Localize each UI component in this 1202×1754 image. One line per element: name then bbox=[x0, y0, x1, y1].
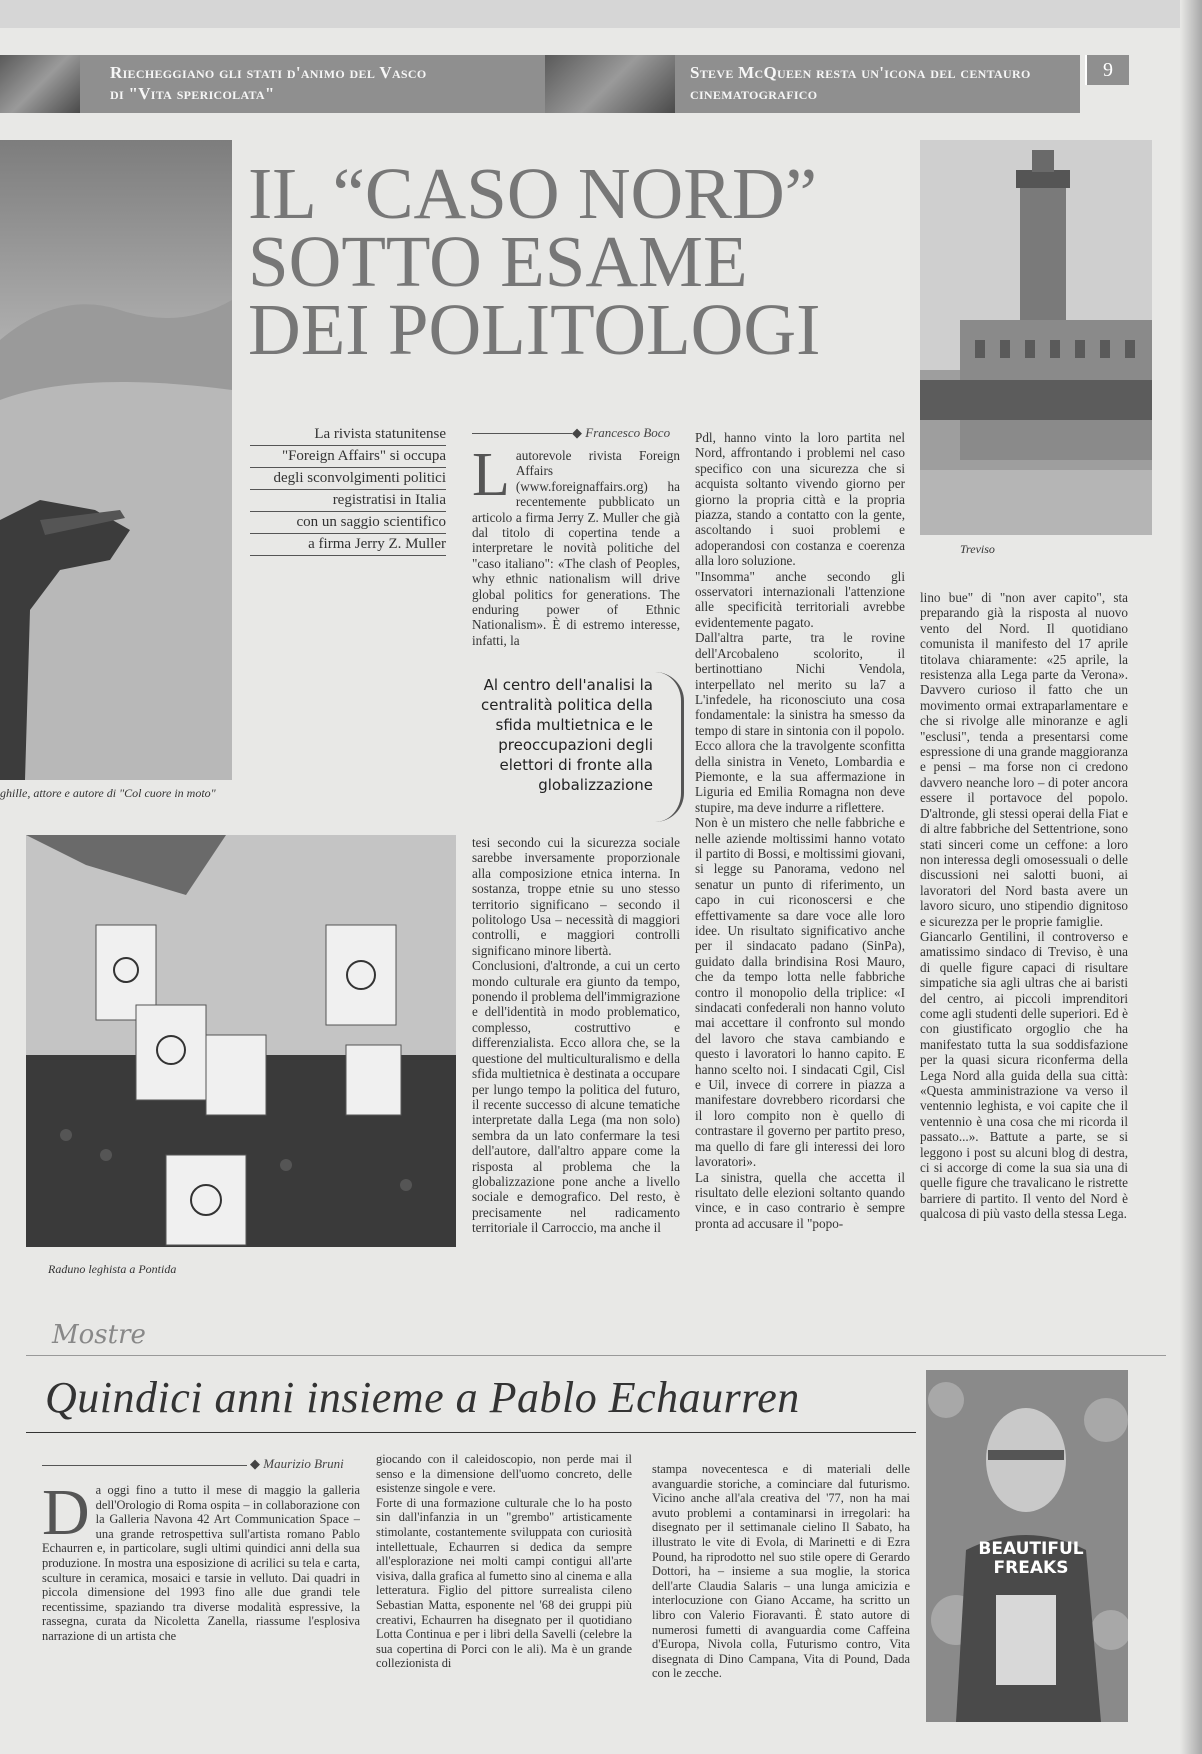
article-title bbox=[248, 153, 928, 370]
article-column-1-bottom: tesi secondo cui la sicurezza sociale sarebbe inversamente proporzionale alla composizione etnica interna. In sostanza, troppe etnie su uno stesso territorio significano – secondo il politologo Usa – necessità di maggiori controlli, e maggiori controlli significano minore libertà. Conclusioni, d'altronde, a cui un certo mondo culturale era giunto da tempo, ponendo il problema dell'immigrazione e dell'identità in modo problematico, complesso, costruttivo e differenzialista. Ecco allora che, se la questione del multiculturalismo e della sfida multietnica è destinata a occupare per lungo tempo la politica del futuro, il recente successo di alcune tematiche interpretate dalla Lega (ma non solo) sembra da un lato confermare la tesi dell'autore, dall'altro appare come la risposta al problema che la globalizzazione pone anche a livello sociale e demografico. Del resto, è precisamente nel radicamento territoriale il Carroccio, ma anche il bbox=[472, 835, 680, 1236]
drop-cap-2: D bbox=[42, 1483, 90, 1549]
article-column-2: Pdl, hanno vinto la loro partita nel Nord, affrontando i problemi nel caso specifico con una sicurezza che si acquista soltanto vivendo giorno per giorno la propria città e la propria piazza, stando a contatto con la gente, ascoltando i suoi problemi e adoperandosi con costanza e coerenza alla loro soluzione. "Insomma" anche secondo gli osservatori internazionali l'attenzione alle specificità territoriali avrebbe evidentemente pagato. Dall'altra parte, tra le rovine dell'Arcobaleno scolorito, il bertinottiano Nichi Vendola, interpellato nel merito su la7 a L'infedele, ha riconosciuto una cosa fondamentale: la sinistra ha smesso da tempo di stare in sintonia con il popolo. Ecco allora che la travolgente sconfitta della sinistra in Veneto, Lombardia e Piemonte, e la sua affermazione in Liguria ed Emilia Romagna non deve stupire, ma deve indurre a riflettere. Non è un mistero che nelle fabbriche e nelle aziende moltissimi hanno votato il partito di Bossi, e moltissimi giovani, si legge su Panorama, vedono nel senatur un punto di riferimento, un capo in cui riconoscersi e che effettivamente sa dare voce alle loro idee. Un risultato significativo anche per il sindacato padano (SinPa), guidato dalla brindisina Rosi Mauro, che da tempo lotta nelle fabbriche contro il monopolio della triplice: «I sindacati confederali non hanno voluto mai accettare il confronto sul mondo del lavoro che stava cambiando e questo i lavoratori lo hanno capito. E hanno scelto noi. I sindacati Cgil, Cisl e Uil, invece di correre in piazza a manifestare dovrebbero ricordarsi che il loro compito non è quello di contrastare il governo per partito preso, ma quello di fare gli interessi dei loro lavoratori». La sinistra, quella che accetta il risultato delle elezioni soltanto quando vince, e in caso contrario è sempre pronta ad accusare il "popo- bbox=[695, 430, 905, 1231]
pull-quote-bracket bbox=[655, 672, 684, 822]
title-underline bbox=[26, 1432, 916, 1433]
title-line: IL “CASO NORD” bbox=[248, 153, 818, 234]
section-divider bbox=[26, 1355, 1166, 1356]
article-byline: ◆ Francesco Boco bbox=[572, 425, 671, 440]
header-kicker-right-text: Steve McQueen resta un'icona del centauro cinematografico bbox=[690, 63, 1031, 103]
byline-rule-2 bbox=[42, 1465, 247, 1466]
header-kicker-left-text: Riecheggiano gli stati d'animo del Vasco di "Vita spericolata" bbox=[110, 63, 427, 103]
page-fold-shadow bbox=[1180, 0, 1202, 1754]
photo-rally bbox=[26, 835, 456, 1247]
summary-line: con un saggio scientifico bbox=[250, 512, 446, 534]
title-line: DEI POLITOLOGI bbox=[248, 289, 821, 370]
drop-cap: L bbox=[472, 448, 510, 509]
title-line: SOTTO ESAME bbox=[248, 221, 748, 302]
caption-rally: Raduno leghista a Pontida bbox=[48, 1262, 177, 1276]
section-kicker: Mostre bbox=[52, 1320, 146, 1350]
exhibit-column-3: stampa novecentesca e di materiali delle avanguardie storiche, a cominciare dal futurismo. Vicino anche all'ala creativa del '77, non ha mai avuto problemi a contaminarsi in irregolari: ha disegnato per il settimanale cielino Il Sabato, ha illustrato le vite di Evola, di Marinetti e di Ezra Pound, ha riprodotto nel suo stile opere di Gerardo Dottori, ha – insieme a sua moglie, la storica dell'arte Claudia Salaris – una lunga amicizia e interlocuzione con Giano Accame, ha scritto un libro con Valerio Fioravanti. È stato autore di numerosi fumetti di avanguardia come Caffeina d'Europa, Nivola colla, Futurismo contro, Vita disegnata di Dino Campana, Vita di Pound, Dada con le zecche. bbox=[652, 1462, 910, 1681]
caption-actor: ghille, attore e autore di "Col cuore in moto" bbox=[0, 786, 216, 800]
summary-line: registratisi in Italia bbox=[250, 490, 446, 512]
byline-author-2: Maurizio Bruni bbox=[263, 1456, 344, 1471]
page-number: 9 bbox=[1085, 55, 1129, 85]
header-kicker-right bbox=[690, 55, 1075, 113]
pull-quote: Al centro dell'analisi la centralità politica della sfida multietnica e le preoccupazioni degli elettori di fronte alla globalizzazione bbox=[481, 676, 653, 794]
photo-treviso bbox=[920, 140, 1152, 535]
byline-rule bbox=[472, 433, 572, 434]
photo-echaurren bbox=[926, 1370, 1128, 1722]
tshirt-print: BEAUTIFUL FREAKS bbox=[978, 1539, 1084, 1578]
exhibit-title: Quindici anni insieme a Pablo Echaurren bbox=[45, 1373, 800, 1422]
header-thumbnail-motorcycle bbox=[545, 55, 675, 113]
photo-actor bbox=[0, 140, 232, 780]
header-kicker-left bbox=[110, 55, 440, 113]
byline-author: Francesco Boco bbox=[585, 425, 671, 440]
article-column-1-top bbox=[472, 448, 680, 656]
caption-treviso: Treviso bbox=[960, 542, 995, 556]
exhibit-column-1 bbox=[42, 1483, 360, 1723]
summary-line: "Foreign Affairs" si occupa bbox=[250, 446, 446, 468]
column-text: a oggi fino a tutto il mese di maggio la galleria dell'Orologio di Roma ospita – in collaborazione con la Galleria Navona 42 Art Communication Space – una grande retrospettiva sull'artista romano Pablo Echaurren e, in particolare, sugli ultimi quindici anni della sua produzione. In mostra una esposizione di acrilici su tela e carta, sculture in ceramica, mosaici e tarsie in velluto. Dai quadri in piccola dimensione del 1993 fino alle due grandi tele recentissime, spaziando tra diverse modalità espressive, la rassegna, curata da Nicoletta Zanella, riassume l'esplosiva narrazione di un artista che bbox=[42, 1483, 360, 1643]
summary-line: degli sconvolgimenti politici bbox=[250, 468, 446, 490]
exhibit-byline: ◆ Maurizio Bruni bbox=[250, 1456, 344, 1471]
exhibit-column-2: giocando con il caleidoscopio, non perde mai il senso e la dimensione dell'uomo concreto, delle esistenze singole e vere. Forte di una formazione culturale che lo ha posto sin dall'infanzia in un "grembo" artisticamente stimolante, costantemente sviluppata con curiosità intellettuale, Echaurren si dedica da sempre all'esplorazione nei molti campi contigui all'arte visiva, dalla grafica al fumetto sino al cinema e alla letteratura. Figlio del pittore surrealista cileno Sebastian Matta, esponente nel '68 dei gruppi più creativi, Echaurren ha disegnato per il quotidiano Lotta Continua e per i libri della Savelli (celebre la sua copertina di Porci con le ali). Ma è un grande collezionista di bbox=[376, 1452, 632, 1671]
article-column-3: lino bue" di "non aver capito", sta preparando già la risposta al nuovo vento del Nord. Il quotidiano comunista il manifesto del 17 aprile titolava chiaramente: «25 aprile, la resistenza alla Lega parte da Verona». Davvero curioso il fatto che un movimento ormai extraparlamentare e che si rivolge alle minoranze e agli "esclusi", tenda a presentarsi come espressione di una grande maggioranza e pensi – ma forse non ci credono davvero neanche loro – di poter ancora essere il portavoce del popolo. D'altronde, gli stessi operai della Fiat e di altre fabbriche del Settentrione, sono stati sinceri come un ceffone: a loro non interessa degli omosessuali o delle discussioni nei salotti buoni, ai lavoratori del Nord basta avere un lavoro sicuro, uno stipendio dignitoso e sicurezza per le proprie famiglie. Giancarlo Gentilini, il controverso e amatissimo sindaco di Treviso, è una di quelle figure capaci di risultare simpatiche sia agli ultras che ai baristi del centro, ai piccoli imprenditori come agli studenti delle superiori. Ed è con giustificato orgoglio che ha manifestato tutta la sua soddisfazione per la quasi sicura riconferma della Lega Nord alla guida della sua città: «Questa amministrazione va verso il ventennio leghista, e voi capite che il ventennio è una cosa che mi ricorda il passato...». Battute a parte, se si leggono i post su alcuni blog di destra, ci si accorge di come la sua sia una di quelle figure che travalicano le ristrette barriere di partito. Il vento del Nord è qualcosa di più vasto della stessa Lega. bbox=[920, 590, 1128, 1222]
summary-line: La rivista statunitense bbox=[250, 424, 446, 446]
article-summary bbox=[250, 424, 446, 556]
summary-line: a firma Jerry Z. Muller bbox=[250, 534, 446, 556]
column-text: autorevole rivista Foreign Affairs (www.foreignaffairs.org) ha recentemente pubblicato un articolo a firma Jerry Z. Muller che già dal titolo di copertina tende a interpretare le novità politiche del "caso italiano": «The clash of Peoples, why ethnic nationalism will drive global politics for generations. The enduring power of Ethnic Nationalism». È di estremo interesse, infatti, la bbox=[472, 448, 680, 648]
header-thumbnail-left bbox=[0, 55, 80, 113]
